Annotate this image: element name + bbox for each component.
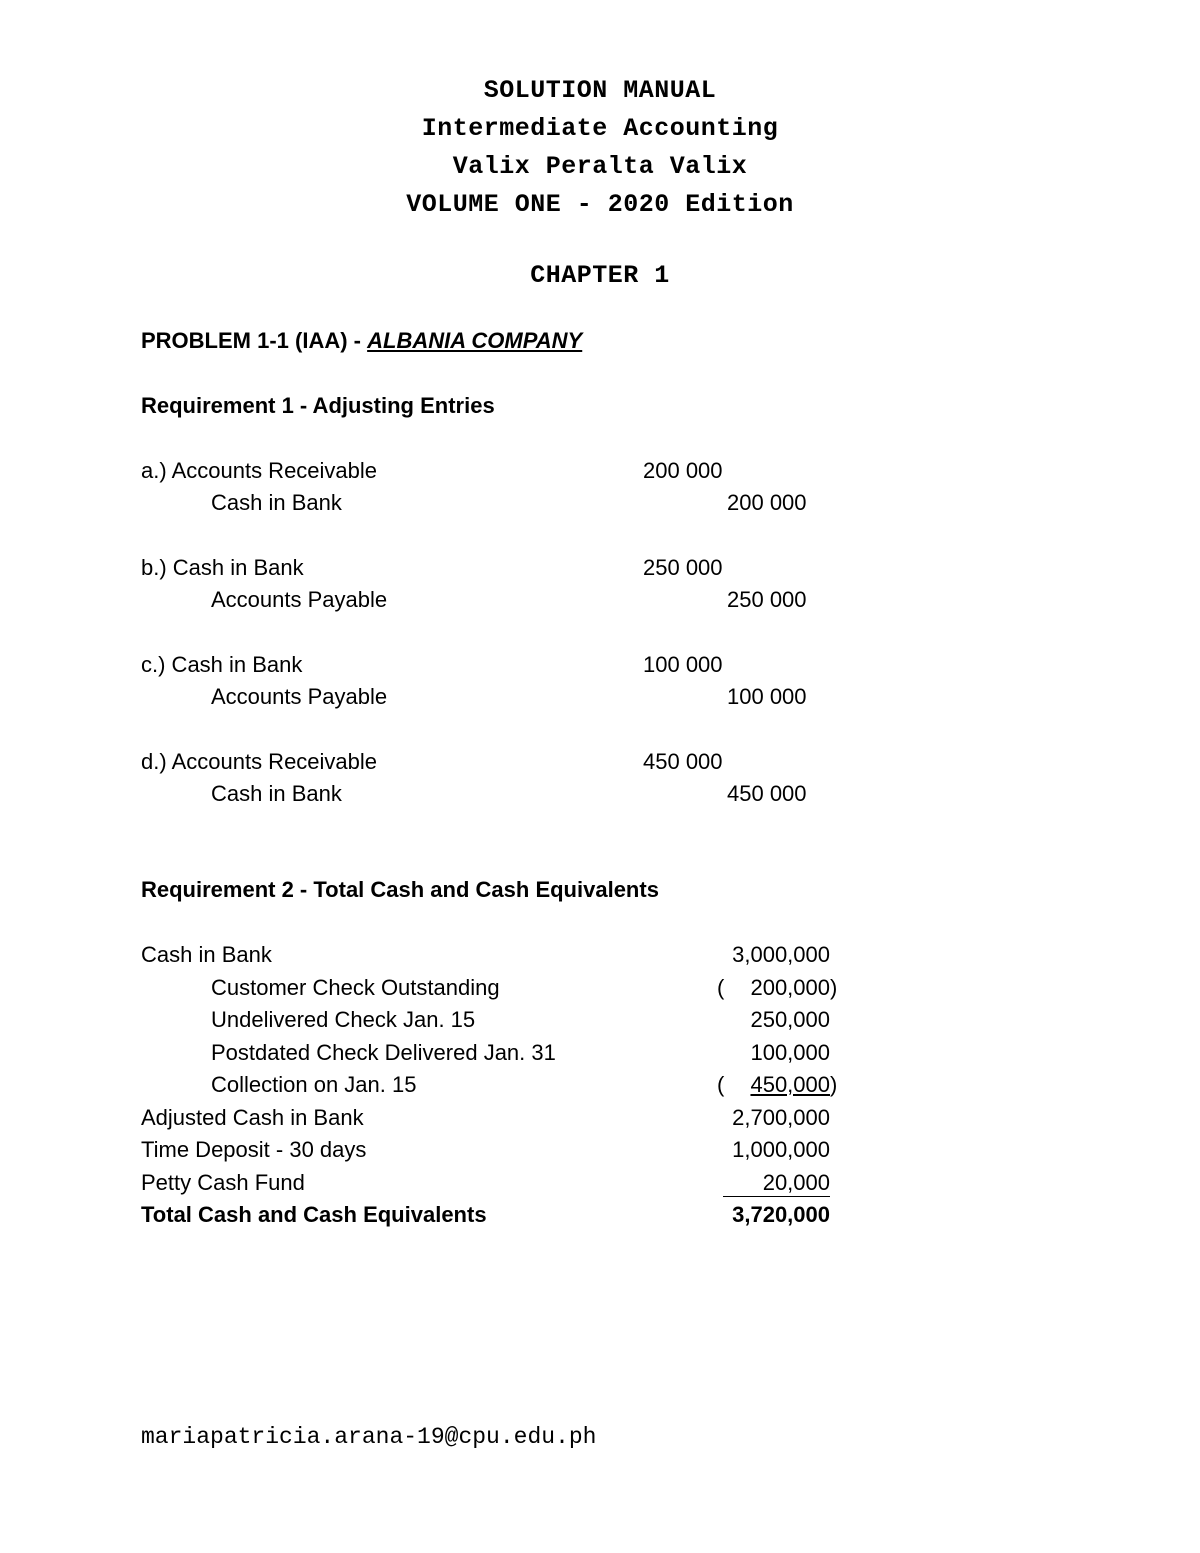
- schedule-row-amount: 3,000,000: [732, 942, 830, 967]
- requirement-1-heading: Requirement 1 - Adjusting Entries: [141, 393, 495, 418]
- entry-credit-account: Accounts Payable: [211, 684, 388, 709]
- schedule-row-amount: 1,000,000: [732, 1137, 830, 1162]
- entry-debit-amount: 100 000: [643, 652, 723, 677]
- schedule-row-label: Customer Check Outstanding: [211, 975, 500, 1000]
- entry-credit-amount: 200 000: [727, 490, 807, 515]
- schedule-row-amount: 450,000: [750, 1072, 830, 1097]
- title-authors: Valix Peralta Valix: [452, 152, 748, 181]
- entry-debit-amount: 250 000: [643, 555, 723, 580]
- problem-heading: [141, 328, 582, 354]
- schedule-row-amount: 20,000: [762, 1170, 830, 1195]
- title-subject: Intermediate Accounting: [421, 114, 779, 143]
- paren-close: ): [830, 975, 838, 1000]
- entry-debit-account: d.) Accounts Receivable: [141, 749, 378, 774]
- paren-close: ): [830, 1072, 838, 1097]
- entry-debit-account: c.) Cash in Bank: [141, 652, 303, 677]
- schedule-total-amount: 3,720,000: [732, 1202, 830, 1227]
- entry-debit-account: a.) Accounts Receivable: [141, 458, 378, 483]
- schedule-row-label: Time Deposit - 30 days: [141, 1137, 367, 1162]
- schedule-row-amount: 2,700,000: [732, 1105, 830, 1130]
- paren-open: (: [717, 1072, 725, 1097]
- schedule-row-amount: 100,000: [750, 1040, 830, 1065]
- chapter-heading: CHAPTER 1: [530, 261, 670, 290]
- schedule-row-amount: 250,000: [750, 1007, 830, 1032]
- entry-debit-account: b.) Cash in Bank: [141, 555, 304, 580]
- entry-credit-account: Accounts Payable: [211, 587, 388, 612]
- entry-credit-account: Cash in Bank: [211, 781, 342, 806]
- entry-credit-account: Cash in Bank: [211, 490, 342, 515]
- entry-credit-amount: 250 000: [727, 587, 807, 612]
- schedule-row-label: Cash in Bank: [141, 942, 272, 967]
- paren-open: (: [717, 975, 725, 1000]
- schedule-row-label: Adjusted Cash in Bank: [141, 1105, 364, 1130]
- entry-credit-amount: 450 000: [727, 781, 807, 806]
- entry-credit-amount: 100 000: [727, 684, 807, 709]
- footer-email: mariapatricia.arana-19@cpu.edu.ph: [141, 1424, 597, 1450]
- requirement-2-heading: Requirement 2 - Total Cash and Cash Equivalents: [141, 877, 659, 902]
- title-edition: VOLUME ONE - 2020 Edition: [406, 190, 794, 219]
- schedule-row-amount: 200,000: [750, 975, 830, 1000]
- entry-debit-amount: 450 000: [643, 749, 723, 774]
- title-solution-manual: SOLUTION MANUAL: [483, 76, 717, 105]
- schedule-row-label: Collection on Jan. 15: [211, 1072, 417, 1097]
- entry-debit-amount: 200 000: [643, 458, 723, 483]
- problem-company: ALBANIA COMPANY: [367, 328, 583, 353]
- schedule-total-label: Total Cash and Cash Equivalents: [141, 1202, 487, 1227]
- schedule-row-label: Postdated Check Delivered Jan. 31: [211, 1040, 556, 1065]
- problem-label: PROBLEM 1-1 (IAA) -: [141, 328, 368, 353]
- schedule-row-label: Undelivered Check Jan. 15: [211, 1007, 476, 1032]
- schedule-row-label: Petty Cash Fund: [141, 1170, 305, 1195]
